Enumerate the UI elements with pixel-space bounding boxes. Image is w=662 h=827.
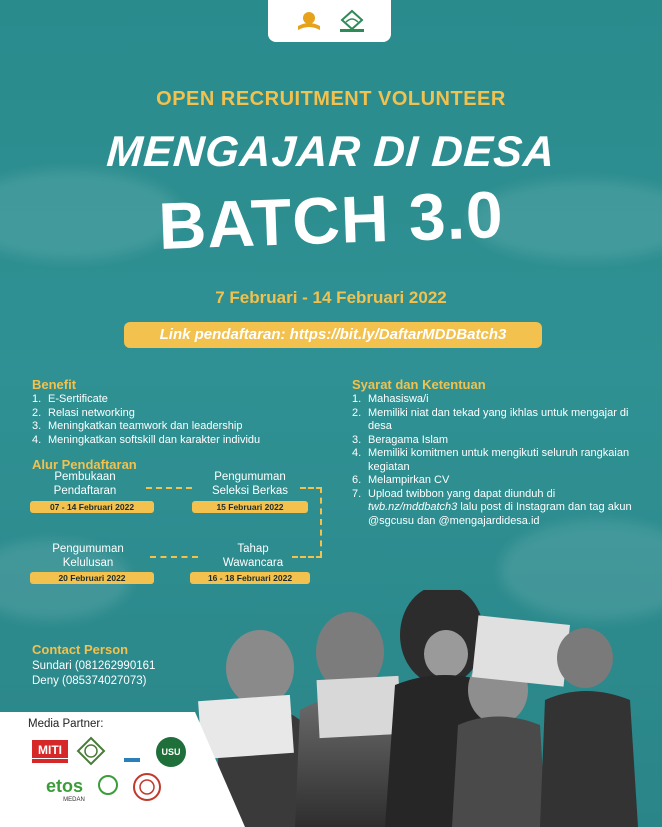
children-photo	[190, 590, 662, 827]
list-item: 2. Relasi networking	[32, 406, 135, 419]
flow-connector	[300, 487, 322, 489]
step-kelulusan: Pengumuman Kelulusan	[52, 543, 124, 569]
svg-text:etos: etos	[46, 776, 84, 796]
open-recruitment-title: OPEN RECRUITMENT VOLUNTEER	[156, 88, 506, 110]
step-pembukaan: Pembukaan Pendaftaran	[53, 471, 117, 497]
list-item: 3. Meningkatkan teamwork dan leadership	[32, 420, 243, 432]
step-wawancara: Tahap Wawancara	[222, 543, 284, 569]
flow-connector	[292, 556, 322, 558]
main-title: MENGAJAR DI DESA	[105, 128, 557, 176]
miti-logo-icon	[32, 740, 68, 764]
benefit-list	[32, 393, 332, 447]
org-logo-icon	[296, 10, 322, 32]
step-date: 15 Februari 2022	[192, 501, 308, 513]
step-date: 07 - 14 Februari 2022	[30, 501, 154, 513]
list-item: 4. Memiliki komitmen untuk mengikuti seluruh rangkaian kegiatan	[352, 447, 630, 473]
contact-heading: Contact Person	[32, 642, 129, 657]
syarat-heading: Syarat dan Ketentuan	[352, 377, 486, 392]
mdd-logo-icon	[336, 8, 368, 34]
logo-card	[268, 0, 391, 42]
svg-text:USU: USU	[161, 747, 181, 757]
media-partner-label: Media Partner:	[28, 718, 104, 730]
svg-text:MEDAN: MEDAN	[63, 797, 85, 802]
syarat-list	[352, 393, 642, 528]
list-item: 3. Beragama Islam	[352, 433, 449, 446]
flow-connector	[320, 487, 322, 557]
svg-text:MITI: MITI	[38, 743, 62, 757]
step-date: 16 - 18 Februari 2022	[190, 572, 310, 584]
step-date: 20 Februari 2022	[30, 572, 154, 584]
list-item: 4. Meningkatkan softskill dan karakter individu	[32, 433, 261, 446]
crescent-logo-icon	[116, 736, 148, 766]
benefit-heading: Benefit	[32, 377, 77, 392]
flow-connector	[150, 556, 198, 558]
list-item: 1. Mahasiswa/i	[352, 393, 429, 405]
seal-logo-icon	[132, 772, 162, 802]
ornament-logo-icon	[76, 736, 106, 766]
list-item: 2. Memiliki niat dan tekad yang ikhlas untuk mengajar di desa	[352, 406, 629, 432]
list-item: 6. Melampirkan CV	[352, 474, 450, 486]
alur-heading: Alur Pendaftaran	[32, 457, 137, 472]
twibbon-link[interactable]: twb.nz/mddbatch3	[368, 501, 458, 513]
registration-link[interactable]: Link pendaftaran: https://bit.ly/DaftarMDDBatch3	[124, 322, 542, 348]
usu-logo-icon	[155, 736, 187, 768]
step-seleksi: Pengumuman Seleksi Berkas	[211, 471, 289, 497]
batch-title: BATCH 3.0	[157, 176, 505, 264]
list-item: 7. Upload twibbon yang dapat diunduh di twb.nz/mddbatch3 lalu post di Instagram dan tag akun @sgcusu dan @mengajardidesa.id	[352, 487, 632, 527]
list-item: 1. E-Sertificate	[32, 393, 108, 405]
contact-line: Sundari (081262990161	[32, 660, 156, 672]
event-dates: 7 Februari - 14 Februari 2022	[215, 288, 447, 307]
flow-connector	[146, 487, 192, 489]
etos-logo-icon	[44, 774, 124, 802]
contact-line: Deny (085374027073)	[32, 675, 147, 687]
